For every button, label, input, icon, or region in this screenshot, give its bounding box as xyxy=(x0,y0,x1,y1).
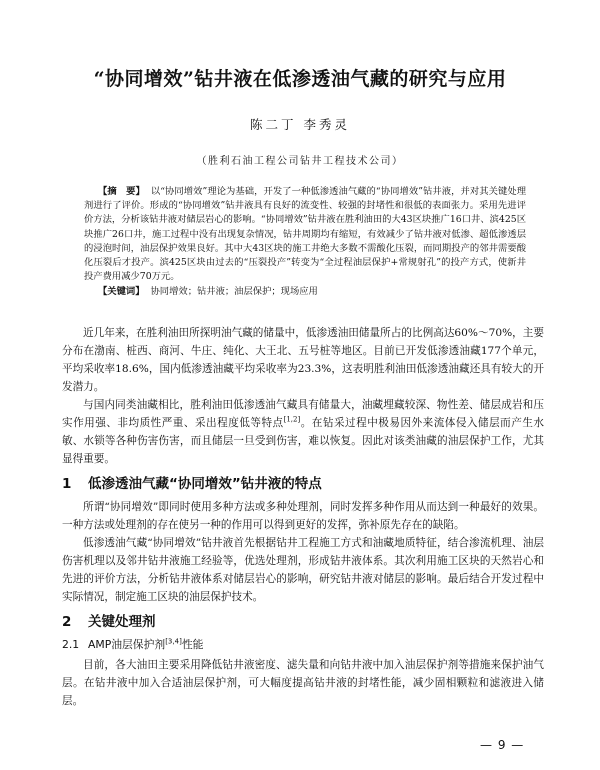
citation-ref: [3,4] xyxy=(165,637,182,646)
section-heading-2 xyxy=(62,612,544,632)
citation-ref: [1,2] xyxy=(283,415,301,424)
subsection-number: 2.1 xyxy=(62,638,80,651)
abstract-paragraph xyxy=(84,185,526,284)
body-paragraph xyxy=(62,396,544,468)
section-title: 关键处理剂 xyxy=(88,614,156,630)
body-paragraph: 近几年来，在胜利油田所探明油气藏的储量中，低渗透油田储量所占的比例高达60%～70%，主要分布在渤南、桩西、商河、牛庄、纯化、大王北、五号桩等地区。目前已开发低渗透油藏177个单元，平均采收率18.6%，国内低渗透油藏平均采收率为23.3%，这表明胜利油田低渗透油藏还具有较大的开发潜力。 xyxy=(62,327,544,393)
keywords-text: 协同增效；钻井液；油层保护；现场应用 xyxy=(150,286,318,298)
keywords-label: 【关键词】 xyxy=(98,286,145,298)
section-number: 1 xyxy=(62,476,72,492)
section-title: 低渗透油气藏“协同增效”钻井液的特点 xyxy=(88,476,322,492)
subsection-title: AMP油层保护剂 xyxy=(88,638,166,651)
body-text-span: 。在钻采过程中极易因外来流体侵入储层而产生水敏、水锁等各种伤害伤害，而且储层一旦受到伤害，难以恢复。因此对该类油藏的油层保护工作，尤其显得重要。 xyxy=(62,417,545,465)
paper-authors: 陈二丁 李秀灵 xyxy=(250,117,350,132)
paper-title: “协同增效”钻井液在低渗透油气藏的研究与应用 xyxy=(93,68,507,90)
subsection-title-suffix: 性能 xyxy=(181,638,204,651)
body-text xyxy=(62,324,544,710)
section-heading-1 xyxy=(62,474,544,494)
abstract-text: 以“协同增效”理论为基础，开发了一种低渗透油气藏的“协同增效”钻井液，并对其关键处理剂进行了评价。形成的“协同增效”钻井液具有良好的流变性、较强的封堵性和很低的表面张力。采用先进评价方法，分析该钻井液对储层岩心的影响。“协同增效”钻井液在胜利油田的大43区块推广16口井、滨425区块推广26口井，施工过程中没有出现复杂情况，钻井周期均有缩短，有效减少了钻井液对低渗、超低渗透层的浸泡时间，油层保护效果良好。其中大43区块的施工井绝大多数不需酸化压裂，而同期投产的邻井需要酸化压裂后才投产。滨425区块由过去的“压裂投产”转变为“全过程油层保护+常规射孔”的投产方式，使新井投产费用减少70万元。 xyxy=(84,186,526,283)
body-paragraph: 所谓“协同增效”即同时使用多种方法或多种处理剂，同时发挥多种作用从而达到一种最好的效果。一种方法或处理剂的存在使另一种的作用可以得到更好的发挥，弥补原先存在的缺陷。 xyxy=(62,501,544,531)
abstract-label: 【摘 要】 xyxy=(98,186,145,197)
body-text-span: 与国内同类油藏相比，胜利油田低渗透油气藏具有储量大，油藏埋藏较深、物性差、储层成岩和压实作用强、非均质性严重、采出程度低等特点 xyxy=(62,399,544,429)
body-paragraph: 目前，各大油田主要采用降低钻井液密度、滤失量和向钻井液中加入油层保护剂等措施来保护油气层。在钻井液中加入合适油层保护剂，可大幅度提高钻井液的封堵性能，减少固相颗粒和滤液进入储层。 xyxy=(62,659,544,707)
page-number: — 9 — xyxy=(480,738,525,752)
abstract-block xyxy=(84,185,526,300)
author-affiliation: （胜利石油工程公司钻井工程技术公司） xyxy=(196,156,404,167)
body-paragraph: 低渗透油气藏“协同增效”钻井液首先根据钻井工程施工方式和油藏地质特征，结合渗流机理、油层伤害机理以及邻井钻井液施工经验等，优选处理剂，形成钻井液体系。其次利用施工区块的天然岩心和先进的评价方法，分析钻井液体系对储层岩心的影响，研究钻井液对储层的影响。最后结合开发过程中实际情况，制定施工区块的油层保护技术。 xyxy=(62,537,544,603)
section-number: 2 xyxy=(62,614,72,630)
keywords-line xyxy=(84,285,526,299)
subsection-heading-2-1 xyxy=(62,636,544,654)
